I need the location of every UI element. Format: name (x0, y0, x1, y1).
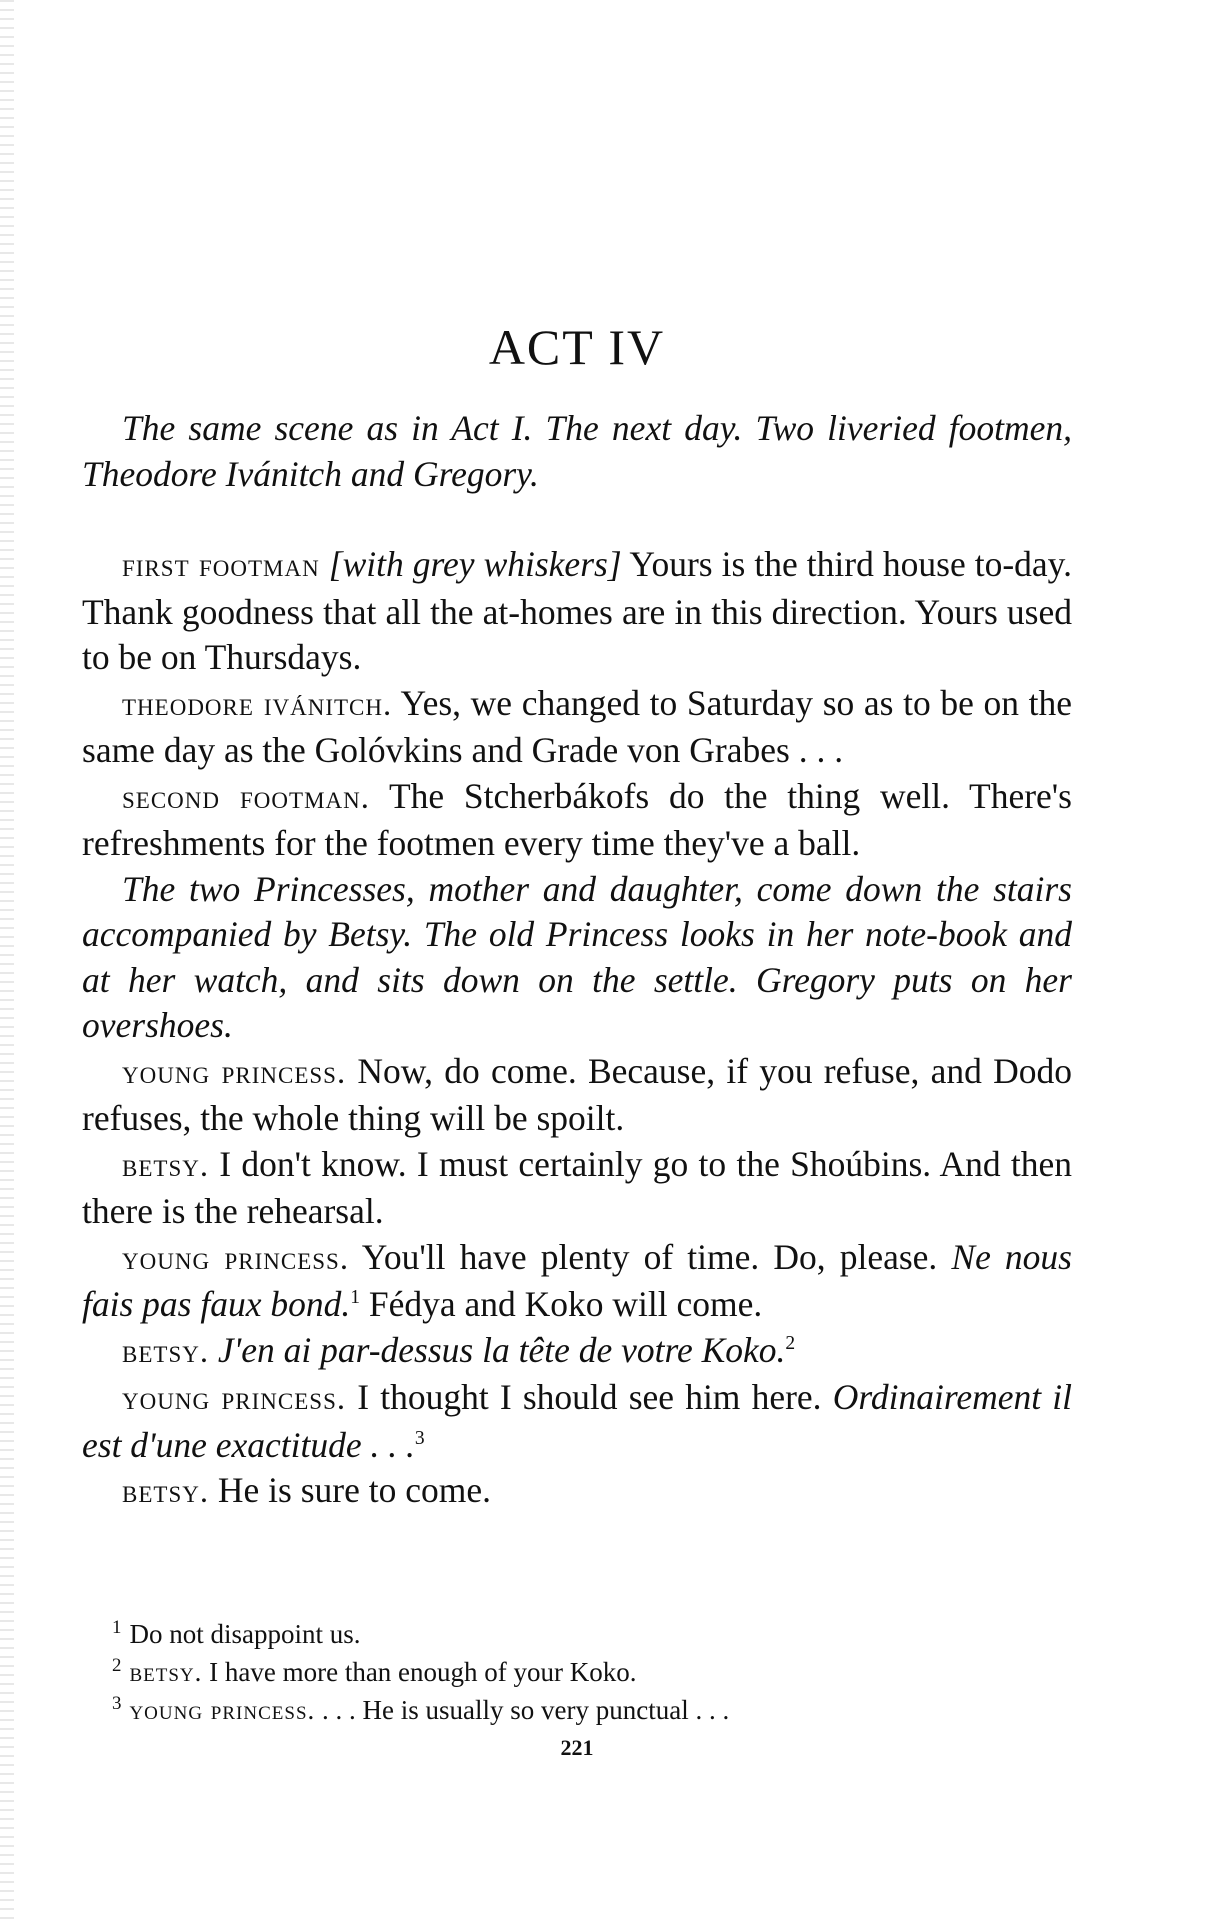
line-text: You'll have plenty of time. Do, please. (361, 1236, 938, 1277)
line-text: He is sure to come. (217, 1470, 491, 1510)
speaker-name: young princess. (122, 1054, 347, 1091)
speaker-name: betsy. (122, 1333, 210, 1370)
dialogue-line (82, 681, 1072, 774)
speaker-name: first footman (122, 548, 320, 584)
line-text: I thought I should see him here. (357, 1377, 822, 1417)
stage-direction: The two Princesses, mother and daughter, come down the stairs accompanied by Betsy. The old Princess looks in her note-book and at her watch, and sits down on the settle. Gregory puts on her overshoes. (82, 868, 1072, 1045)
footnote-text: Do not disappoint us. (129, 1619, 361, 1649)
dialogue-line (82, 1049, 1072, 1142)
line-text: Yours is the third house to-day. Thank goodness that all the at-homes are in this direction. Yours used to be on Thursdays. (82, 544, 1073, 677)
footnote-speaker: young princess. (129, 1695, 316, 1725)
speaker-name: second footman. (122, 779, 370, 816)
footnote (82, 1615, 1072, 1653)
dialogue-line (82, 542, 1072, 681)
footnote-mark: 3 (112, 1693, 122, 1714)
speaker-name: young princess. (122, 1381, 347, 1417)
line-text: I don't know. I must certainly go to the Shoúbins. And then there is the rehearsal. (82, 1143, 1072, 1231)
footnote-ref: 2 (785, 1332, 796, 1354)
speaker-name: betsy. (122, 1147, 210, 1184)
footnote (82, 1653, 1072, 1691)
footnote-text: . . . He is usually so very punctual . . . (322, 1695, 730, 1725)
speaker-name: young princess. (122, 1240, 349, 1277)
book-page (82, 0, 1072, 1926)
play-text (82, 406, 1072, 1516)
stage-aside: [with grey whiskers] (328, 544, 622, 584)
footnotes (82, 1615, 1072, 1729)
dialogue-line (82, 774, 1072, 867)
footnote (82, 1691, 1072, 1729)
dialogue-line (82, 1142, 1072, 1235)
line-text: The Stcherbákofs do the thing well. There's refreshments for the footmen every time they've a ball. (82, 775, 1072, 863)
act-title: ACT IV (488, 319, 666, 375)
speaker-name: betsy. (122, 1474, 210, 1510)
line-text: Yes, we changed to Saturday so as to be on the same day as the Golóvkins and Grade von Grabes . . . (82, 682, 1073, 770)
line-text: Fédya and Koko will come. (368, 1284, 763, 1324)
footnote-ref: 1 (350, 1287, 360, 1309)
french-phrase: J'en ai par-dessus la tête de votre Koko. (217, 1329, 786, 1370)
footnote-speaker: betsy. (129, 1657, 203, 1687)
dialogue-line (82, 1235, 1072, 1328)
footnote-ref: 3 (414, 1427, 425, 1449)
dialogue-line (82, 1328, 1072, 1376)
french-phrase: Ne nous fais pas faux bond. (82, 1236, 1072, 1324)
page-number: 221 (560, 1735, 594, 1760)
footnote-mark: 2 (112, 1655, 122, 1676)
line-text: Now, do come. Because, if you refuse, and Dodo refuses, the whole thing will be spoilt. (82, 1050, 1072, 1138)
opening-stage-direction: The same scene as in Act I. The next day. Two liveried footmen, Theodore Ivánitch and Gregory. (82, 408, 1072, 494)
footnote-mark: 1 (112, 1617, 122, 1638)
french-phrase: Ordinairement il est d'une exactitude . . . (82, 1377, 1072, 1465)
dialogue-line (82, 1468, 1072, 1516)
speaker-name: theodore ivánitch. (122, 686, 393, 723)
page-edge-binding (0, 0, 14, 1926)
footnote-text: I have more than enough of your Koko. (209, 1657, 637, 1687)
dialogue-line (82, 1375, 1072, 1468)
